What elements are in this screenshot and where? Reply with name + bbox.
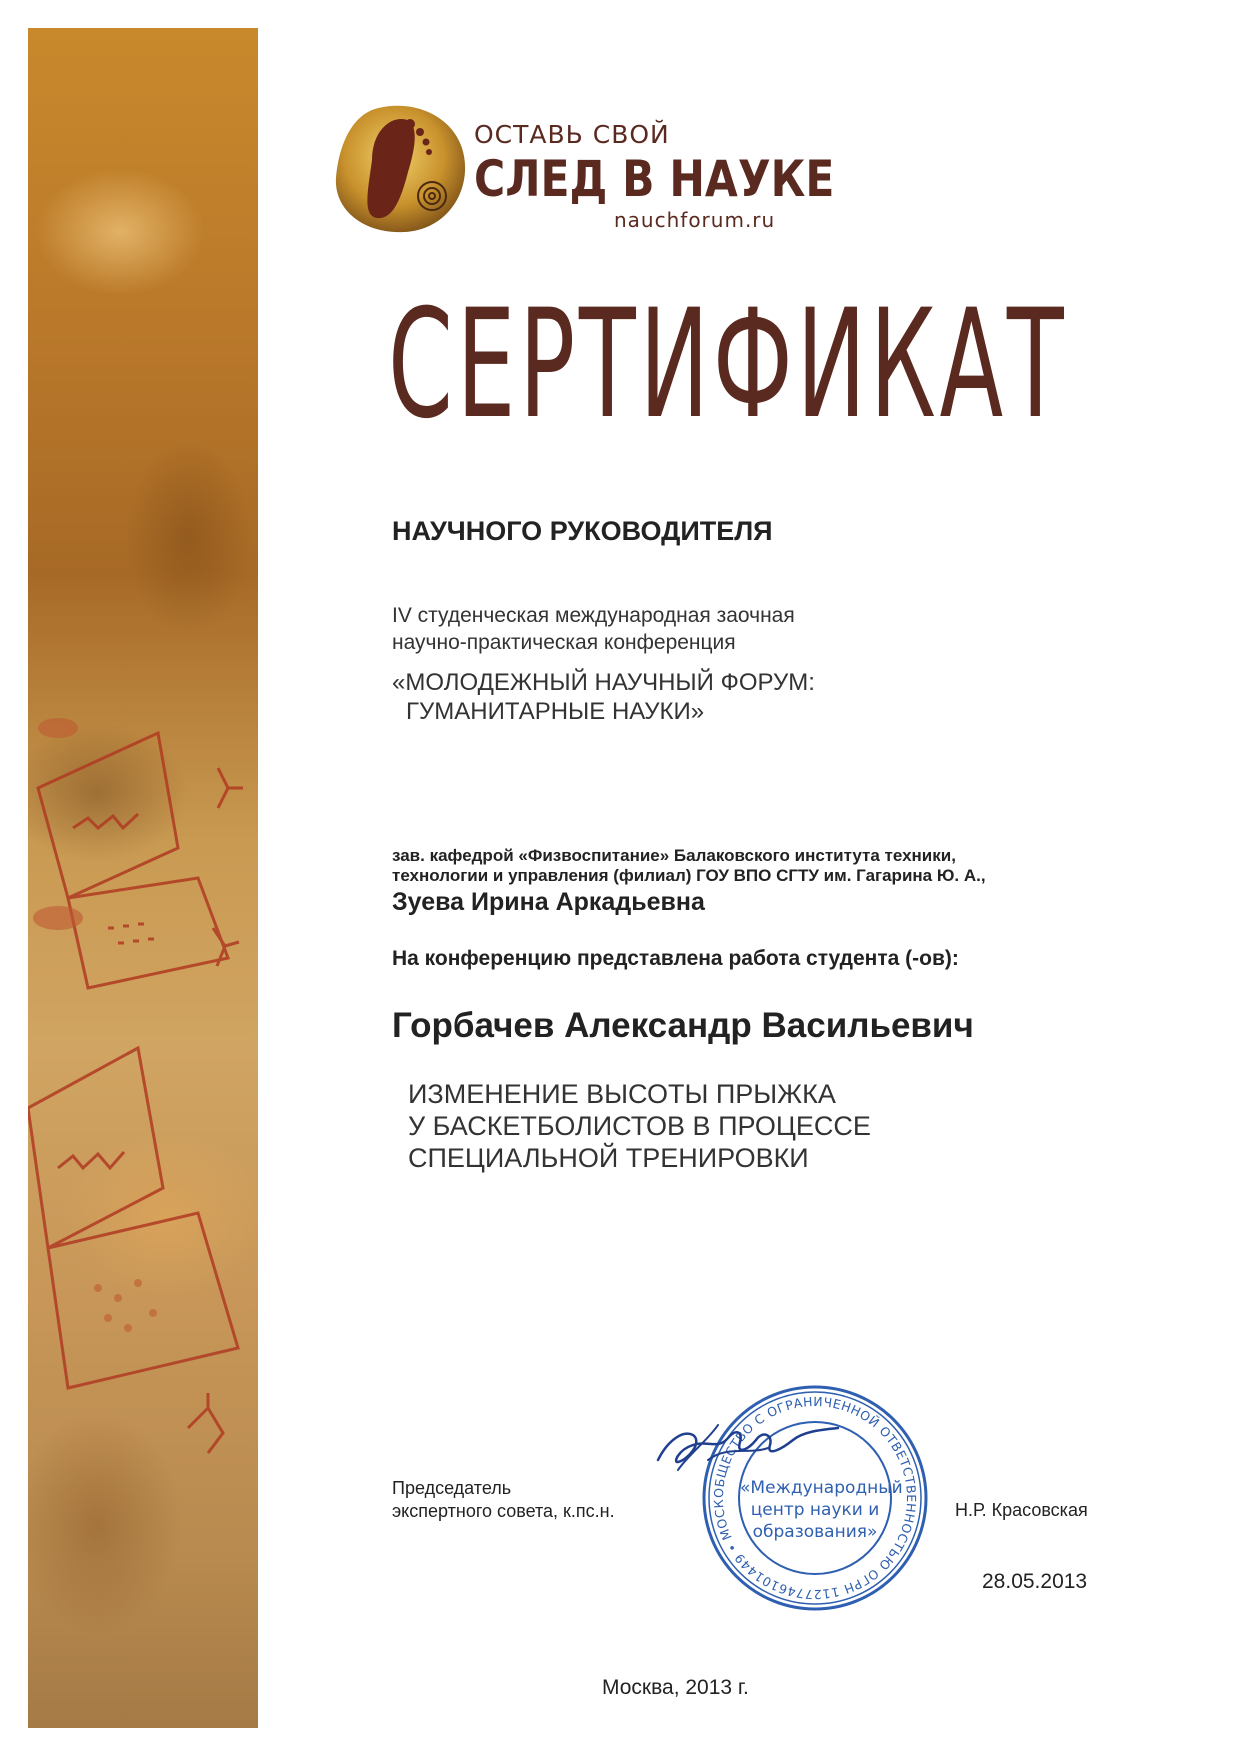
stamp-center-line2: центр науки и <box>750 1500 880 1520</box>
conference-name <box>392 668 815 726</box>
conference-name-line2: ГУМАНИТАРНЫЕ НАУКИ» <box>406 698 705 725</box>
chair-title <box>392 1477 615 1523</box>
work-title-line1: ИЗМЕНЕНИЕ ВЫСОТЫ ПРЫЖКА <box>408 1079 836 1109</box>
signer-name: Н.Р. Красовская <box>955 1500 1088 1520</box>
stamp-center-line1: «Международный <box>740 1478 903 1498</box>
handwritten-signature <box>648 1400 848 1490</box>
advisor-position <box>392 846 986 886</box>
chair-line2: экспертного совета, к.пс.н. <box>392 1501 615 1521</box>
work-title <box>408 1078 871 1174</box>
conference-line2: научно-практическая конференция <box>392 631 736 654</box>
conference-name-line1: «МОЛОДЕЖНЫЙ НАУЧНЫЙ ФОРУМ: <box>392 669 815 696</box>
issue-date: 28.05.2013 <box>982 1570 1088 1593</box>
stamp-center-line3: образования» <box>752 1522 878 1542</box>
certificate-subtitle: НАУЧНОГО РУКОВОДИТЕЛЯ <box>392 516 773 546</box>
footprint-stone-icon <box>332 100 472 240</box>
work-title-line3: СПЕЦИАЛЬНОЙ ТРЕНИРОВКИ <box>408 1143 809 1173</box>
logo-website: nauchforum.ru <box>614 208 776 232</box>
conference-description <box>392 602 795 656</box>
logo-slogan-line1: ОСТАВЬ СВОЙ <box>474 120 670 149</box>
advisor-position-line1: зав. кафедрой «Физвоспитание» Балаковского института техники, <box>392 846 956 865</box>
certificate-title: СЕРТИФИКАТ <box>388 278 1068 452</box>
cave-art-illustration <box>28 28 258 1728</box>
decorative-side-band <box>28 28 258 1728</box>
logo <box>332 100 835 250</box>
work-intro: На конференцию представлена работа студента (-ов): <box>392 947 959 970</box>
logo-slogan-line2: СЛЕД В НАУКЕ <box>474 150 835 208</box>
chair-line1: Председатель <box>392 1478 512 1498</box>
issue-place: Москва, 2013 г. <box>602 1676 749 1699</box>
stamp-ring-text: ОБЩЕСТВО С ОГРАНИЧЕННОЙ ОТВЕТСТВЕННОСТЬЮ ОГРН 1127746101449 • МОСК <box>710 1393 920 1603</box>
advisor-name: Зуева Ирина Аркадьевна <box>392 888 705 916</box>
conference-line1: IV студенческая международная заочная <box>392 604 795 627</box>
work-title-line2: У БАСКЕТБОЛИСТОВ В ПРОЦЕССЕ <box>408 1111 871 1141</box>
advisor-position-line2: технологии и управления (филиал) ГОУ ВПО СГТУ им. Гагарина Ю. А., <box>392 866 986 885</box>
student-name: Горбачев Александр Васильевич <box>392 1006 974 1045</box>
